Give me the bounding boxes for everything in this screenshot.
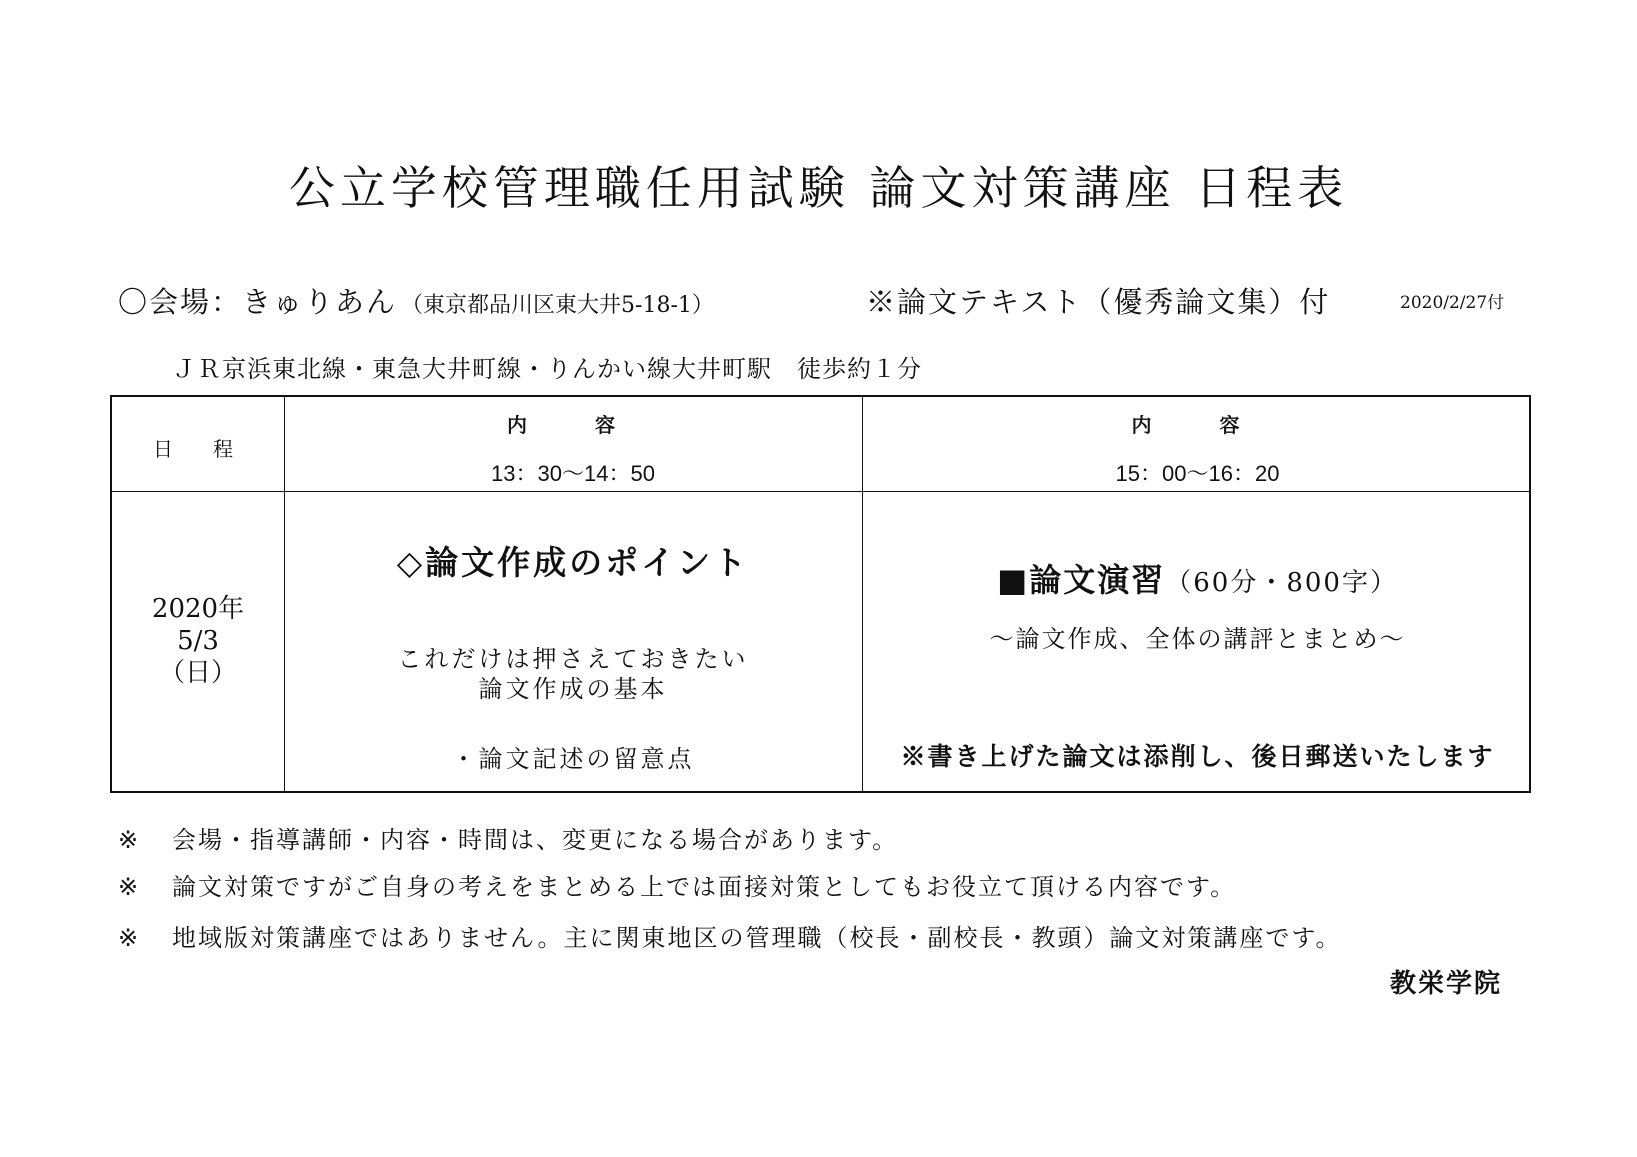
note-item [118, 918, 1342, 953]
session2-subtitle: ～論文作成、全体の講評とまとめ～ [989, 625, 1406, 653]
venue-info [118, 280, 714, 321]
session1-title: ◇論文作成のポイント [396, 543, 750, 582]
session2-title-main: ■論文演習 [997, 561, 1166, 599]
venue-label: 〇会場：きゅりあん [118, 285, 398, 319]
header-date-label: 日 程 [153, 437, 243, 461]
header-divider [112, 491, 1529, 492]
session1-point: ・論文記述の留意点 [451, 745, 695, 773]
session2-title-sub: （60分・800字） [1165, 568, 1398, 598]
header-content2-label: 内 容 [1131, 413, 1264, 437]
session1-desc-line1: これだけは押さえておきたい [397, 645, 749, 673]
page-title: 公立学校管理職任用試験 論文対策講座 日程表 [288, 161, 1349, 215]
note-item [118, 867, 1236, 902]
note-item [118, 820, 898, 855]
session-date-day: 5/3 [177, 626, 219, 656]
note-mark: ※ [118, 826, 141, 854]
textbook-note: ※論文テキスト（優秀論文集）付 [866, 285, 1331, 319]
session-date [112, 593, 284, 689]
note-text: 地域版対策講座ではありません。主に関東地区の管理職（校長・副校長・教頭）論文対策講座です。 [172, 924, 1342, 952]
session-date-year: 2020年 [151, 594, 245, 624]
note-mark: ※ [118, 873, 141, 901]
header-content1-label: 内 容 [507, 413, 639, 437]
header-time1: 13：30～14：50 [491, 461, 655, 486]
session2-title [862, 555, 1533, 601]
session2-note: ※書き上げた論文は添削し、後日郵送いたします [900, 742, 1495, 771]
schedule-table [110, 395, 1531, 793]
venue-address: （東京都品川区東大井5-18-1） [401, 293, 714, 318]
document-date: 2020/2/27付 [1400, 293, 1505, 313]
session-date-weekday: （日） [158, 658, 237, 688]
note-text: 会場・指導講師・内容・時間は、変更になる場合があります。 [172, 826, 899, 854]
access-info: ＪＲ京浜東北線・東急大井町線・りんかい線大井町駅 徒歩約１分 [172, 355, 922, 383]
note-text: 論文対策ですがご自身の考えをまとめる上では面接対策としてもお役立て頂ける内容です。 [172, 873, 1237, 901]
header-time2: 15：00～16：20 [1115, 461, 1280, 486]
note-mark: ※ [118, 924, 141, 952]
session1-desc-line2: 論文作成の基本 [478, 675, 668, 703]
publisher-name: 教栄学院 [1390, 969, 1503, 999]
